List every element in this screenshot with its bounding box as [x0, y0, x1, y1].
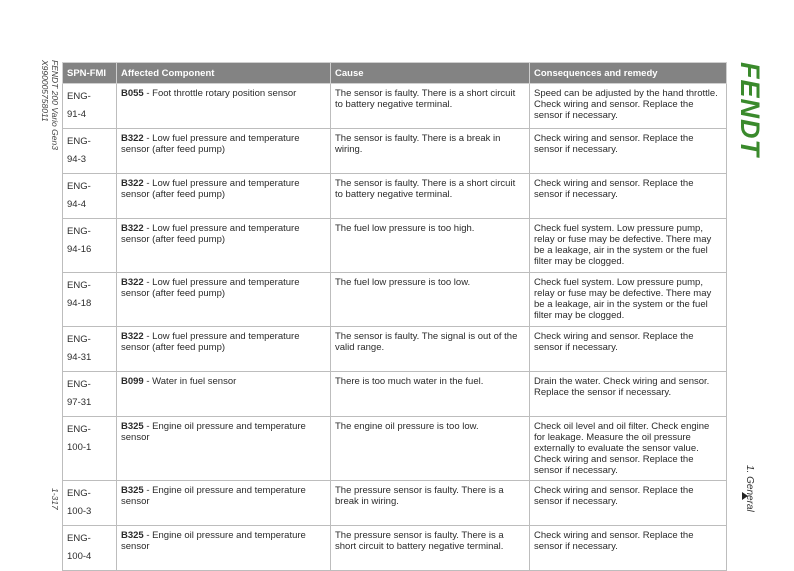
component-code: B325: [121, 530, 144, 541]
table-row: [63, 84, 727, 129]
component-description: - Low fuel pressure and temperature sensor (after feed pump): [121, 178, 300, 200]
header-consequences-remedy: Consequences and remedy: [530, 63, 727, 84]
remedy-cell: Check wiring and sensor. Replace the sensor if necessary.: [530, 526, 727, 571]
remedy-cell: Speed can be adjusted by the hand throttle. Check wiring and sensor. Replace the sensor if necessary.: [530, 84, 727, 129]
section-label: 1. General: [744, 465, 755, 512]
fmi-code: 94-18: [67, 298, 92, 309]
table-row: [63, 273, 727, 327]
right-margin-info: [735, 60, 768, 520]
document-title: FENDT 200 Vario Gen3: [50, 60, 60, 150]
spn-fmi-cell: [63, 327, 117, 372]
remedy-cell: Check oil level and oil filter. Check engine for leakage. Measure the oil pressure externally to evaluate the sensor value. Check wiring and sensor. Replace the sensor if necessary.: [530, 417, 727, 481]
spn-fmi-cell: [63, 84, 117, 129]
remedy-cell: Check wiring and sensor. Replace the sensor if necessary.: [530, 129, 727, 174]
spn-fmi-cell: [63, 219, 117, 273]
spn-prefix: ENG-: [67, 488, 91, 499]
page-number: 1-317: [50, 488, 60, 510]
affected-component-cell: [117, 84, 331, 129]
component-code: B322: [121, 133, 144, 144]
spn-fmi-table: [62, 62, 727, 571]
cause-cell: The engine oil pressure is too low.: [331, 417, 530, 481]
document-number: X990005758011: [40, 60, 50, 122]
spn-fmi-cell: [63, 481, 117, 526]
component-code: B322: [121, 277, 144, 288]
spn-fmi-cell: [63, 526, 117, 571]
cause-cell: The sensor is faulty. There is a short circuit to battery negative terminal.: [331, 174, 530, 219]
component-description: - Engine oil pressure and temperature sensor: [121, 421, 306, 443]
component-description: - Engine oil pressure and temperature sensor: [121, 530, 306, 552]
fmi-code: 94-31: [67, 352, 92, 363]
spn-prefix: ENG-: [67, 181, 91, 192]
spn-fmi-cell: [63, 174, 117, 219]
fmi-code: 91-4: [67, 109, 87, 120]
fmi-code: 100-4: [67, 551, 92, 562]
affected-component-cell: [117, 273, 331, 327]
spn-prefix: ENG-: [67, 226, 91, 237]
spn-fmi-cell: [63, 129, 117, 174]
affected-component-cell: [117, 327, 331, 372]
component-code: B322: [121, 331, 144, 342]
remedy-cell: Check wiring and sensor. Replace the sensor if necessary.: [530, 174, 727, 219]
next-page-arrow-icon: [742, 492, 748, 500]
component-code: B322: [121, 223, 144, 234]
component-description: - Water in fuel sensor: [143, 376, 237, 387]
component-description: - Engine oil pressure and temperature sensor: [121, 485, 306, 507]
cause-cell: The pressure sensor is faulty. There is a short circuit to battery negative terminal.: [331, 526, 530, 571]
spn-prefix: ENG-: [67, 334, 91, 345]
remedy-cell: Check fuel system. Low pressure pump, relay or fuse may be defective. There may be a leakage, air in the system or the fuel filter may be clogged.: [530, 273, 727, 327]
cause-cell: There is too much water in the fuel.: [331, 372, 530, 417]
component-code: B325: [121, 485, 144, 496]
fmi-code: 100-1: [67, 442, 92, 453]
component-description: - Low fuel pressure and temperature sensor (after feed pump): [121, 331, 300, 353]
remedy-cell: Drain the water. Check wiring and sensor. Replace the sensor if necessary.: [530, 372, 727, 417]
affected-component-cell: [117, 372, 331, 417]
cause-cell: The sensor is faulty. There is a break in wiring.: [331, 129, 530, 174]
component-code: B322: [121, 178, 144, 189]
table-header-row: [63, 63, 727, 84]
header-affected-component: Affected Component: [117, 63, 331, 84]
table-row: [63, 219, 727, 273]
brand-logo: FENDT: [735, 62, 765, 157]
affected-component-cell: [117, 417, 331, 481]
affected-component-cell: [117, 481, 331, 526]
table-row: [63, 526, 727, 571]
fmi-code: 94-16: [67, 244, 92, 255]
component-description: - Foot throttle rotary position sensor: [143, 88, 297, 99]
fmi-code: 100-3: [67, 506, 92, 517]
spn-prefix: ENG-: [67, 280, 91, 291]
affected-component-cell: [117, 174, 331, 219]
spn-fmi-cell: [63, 273, 117, 327]
cause-cell: The pressure sensor is faulty. There is a break in wiring.: [331, 481, 530, 526]
spn-prefix: ENG-: [67, 424, 91, 435]
spn-prefix: ENG-: [67, 379, 91, 390]
cause-cell: The fuel low pressure is too high.: [331, 219, 530, 273]
table-row: [63, 129, 727, 174]
cause-cell: The sensor is faulty. There is a short circuit to battery negative terminal.: [331, 84, 530, 129]
component-code: B325: [121, 421, 144, 432]
table-row: [63, 372, 727, 417]
spn-prefix: ENG-: [67, 136, 91, 147]
fmi-code: 94-3: [67, 154, 87, 165]
affected-component-cell: [117, 129, 331, 174]
table-row: [63, 417, 727, 481]
remedy-cell: Check wiring and sensor. Replace the sensor if necessary.: [530, 481, 727, 526]
spn-fmi-cell: [63, 372, 117, 417]
component-description: - Low fuel pressure and temperature sensor (after feed pump): [121, 277, 300, 299]
remedy-cell: Check wiring and sensor. Replace the sensor if necessary.: [530, 327, 727, 372]
component-code: B099: [121, 376, 144, 387]
spn-prefix: ENG-: [67, 533, 91, 544]
component-description: - Low fuel pressure and temperature sensor (after feed pump): [121, 223, 300, 245]
cause-cell: The fuel low pressure is too low.: [331, 273, 530, 327]
fmi-code: 94-4: [67, 199, 87, 210]
affected-component-cell: [117, 526, 331, 571]
affected-component-cell: [117, 219, 331, 273]
cause-cell: The sensor is faulty. The signal is out of the valid range.: [331, 327, 530, 372]
component-description: - Low fuel pressure and temperature sensor (after feed pump): [121, 133, 300, 155]
spn-prefix: ENG-: [67, 91, 91, 102]
table-row: [63, 481, 727, 526]
table-row: [63, 327, 727, 372]
spn-fmi-cell: [63, 417, 117, 481]
left-margin-info: [40, 60, 60, 520]
remedy-cell: Check fuel system. Low pressure pump, relay or fuse may be defective. There may be a leakage, air in the system or the fuel filter may be clogged.: [530, 219, 727, 273]
header-spn-fmi: SPN-FMI: [63, 63, 117, 84]
component-code: B055: [121, 88, 144, 99]
table-row: [63, 174, 727, 219]
header-cause: Cause: [331, 63, 530, 84]
fmi-code: 97-31: [67, 397, 92, 408]
